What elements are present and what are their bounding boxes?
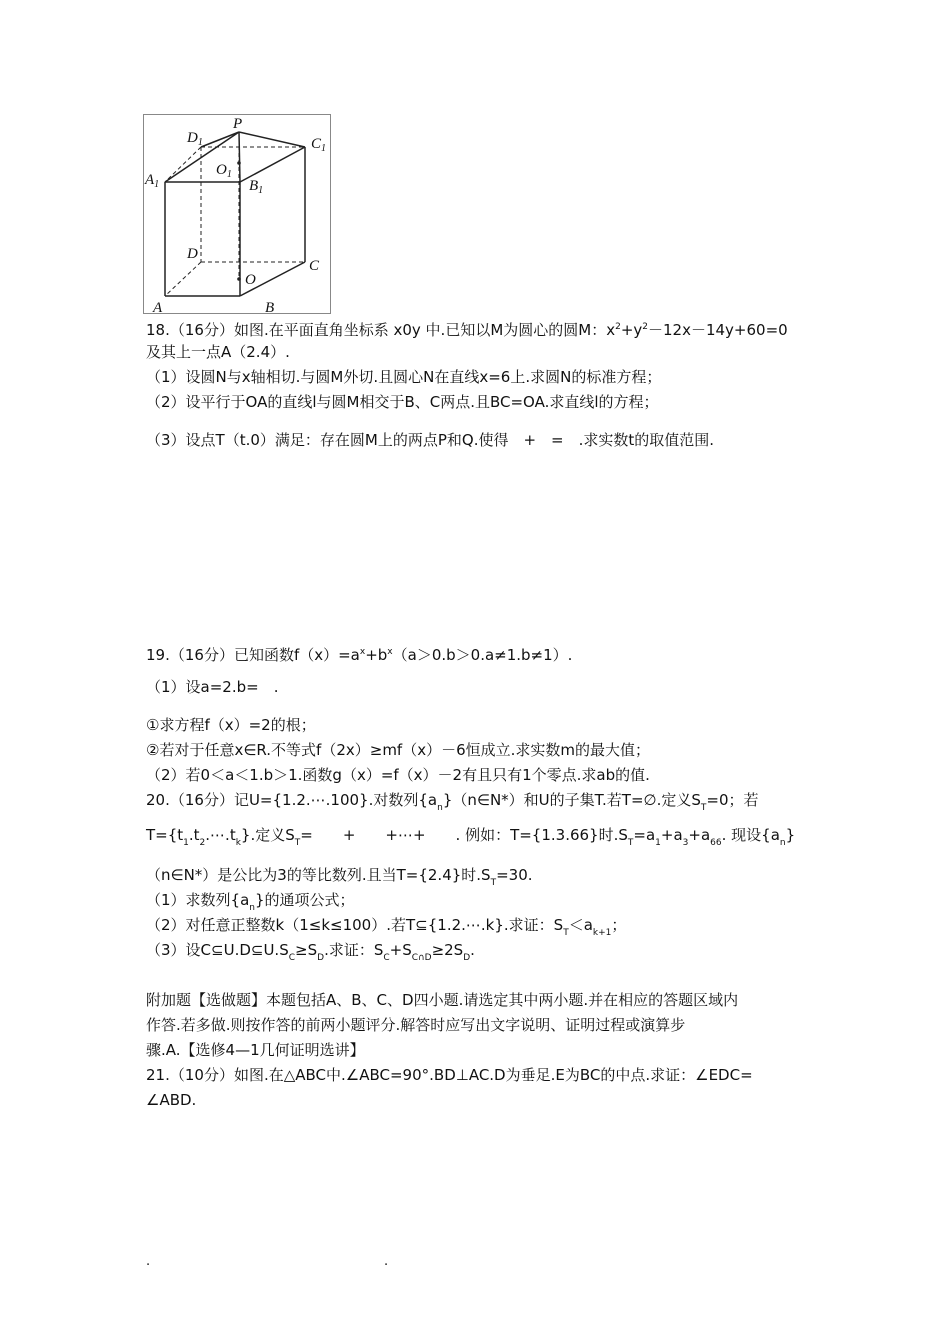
- footer-dot-left: .: [146, 1254, 151, 1269]
- q18-line-2: 及其上一点A（2.4）.: [146, 343, 290, 361]
- q18-part-3: （3）设点T（t.0）满足：存在圆M上的两点P和Q.使得 + = .求实数t的取值范围.: [146, 431, 715, 449]
- label-a: A: [153, 300, 163, 314]
- point-o1: [237, 161, 241, 165]
- label-d: D: [187, 246, 198, 262]
- q20-part-2: （2）对任意正整数k（1≤k≤100）.若T⊆{1.2.⋯.k}.求证：$S_T<a_{k+1}$；: [146, 916, 627, 938]
- label-c1: $C_1$: [311, 136, 327, 154]
- q20-part-3: （3）设$C⊆U.D⊆U.S_C\ge S_D$.求证：$S_C+S_{C\cap D}\ge 2S_D$.: [146, 941, 475, 963]
- label-o1: $O_1$: [216, 162, 232, 180]
- figure-border: [144, 115, 331, 314]
- q20-line-2: $T=\{t_1.t_2.\cdots.t_k\}$.定义$S_T=$ + +⋯+ . 例如：T={1.3.66}时$.S_T=a_1+a_3+a_{66}$. 现设$\{a_n\}$: [146, 826, 796, 848]
- q19-part-1-ii: ②若对于任意x∈R.不等式f（2x）≥mf（x）－6恒成立.求实数m的最大值；: [146, 741, 651, 759]
- appendix-line-1: 附加题【选做题】本题包括A、B、C、D四小题.请选定其中两小题.并在相应的答题区域内: [146, 991, 739, 1009]
- solid-edges: [165, 132, 305, 296]
- geometry-figure: [143, 114, 331, 314]
- cube-pyramid-diagram: [143, 114, 331, 314]
- label-c: C: [309, 258, 320, 274]
- q21-line-2: ∠ABD.: [146, 1091, 197, 1109]
- label-a1: $A_1$: [145, 172, 160, 190]
- q20-line-1: 20.（16分）记U={1.2.⋯.100}.对数列$\{a_n\}(n\in N*)$和U的子集T.若T=∅.定义$S_T=0$；若: [146, 791, 759, 813]
- appendix-line-3: 骤.A.【选修4—1几何证明选讲】: [146, 1041, 365, 1059]
- q18-part-2: （2）设平行于OA的直线l与圆M相交于B、C两点.且BC=OA.求直线l的方程；: [146, 393, 659, 411]
- label-b: B: [265, 300, 275, 314]
- footer-dot-right: .: [384, 1254, 389, 1269]
- appendix-line-2: 作答.若多做.则按作答的前两小题评分.解答时应写出文字说明、证明过程或演算步: [146, 1016, 686, 1034]
- label-p: P: [233, 116, 243, 132]
- point-o: [237, 277, 241, 281]
- label-d1: $D_1$: [187, 130, 203, 148]
- q18-line-1: 18.（16分）如图.在平面直角坐标系 x0y 中.已知以M为圆心的圆M：$x^2+y^2-12x-14y+60=0$: [146, 321, 788, 339]
- q18-part-1: （1）设圆N与x轴相切.与圆M外切.且圆心N在直线x=6上.求圆N的标准方程；: [146, 368, 662, 386]
- q19-part-1: （1）设a=2.b= .: [146, 678, 279, 696]
- q20-line-3: （n∈N*）是公比为3的等比数列.且当T={2.4}时$.S_T=30$.: [146, 866, 533, 888]
- q19-part-1-i: ①求方程f（x）=2的根；: [146, 716, 316, 734]
- label-o: O: [245, 272, 256, 288]
- q19-line-1: 19.（16分）已知函数$f(x)=a^x+b^x(a>0.b>0.a\ne 1.b\ne 1)$.: [146, 646, 573, 664]
- dashed-edges: [165, 132, 305, 296]
- q20-part-1: （1）求数列$\{a_n\}$的通项公式；: [146, 891, 355, 913]
- label-b1: $B_1$: [249, 178, 264, 196]
- q21-line-1: 21.（10分）如图.在△ABC中.∠ABC=90°.BD⊥AC.D为垂足.E为BC的中点.求证：∠EDC=: [146, 1066, 753, 1084]
- q19-part-2: （2）若0＜a＜1.b＞1.函数g（x）=f（x）－2有且只有1个零点.求ab的值.: [146, 766, 650, 784]
